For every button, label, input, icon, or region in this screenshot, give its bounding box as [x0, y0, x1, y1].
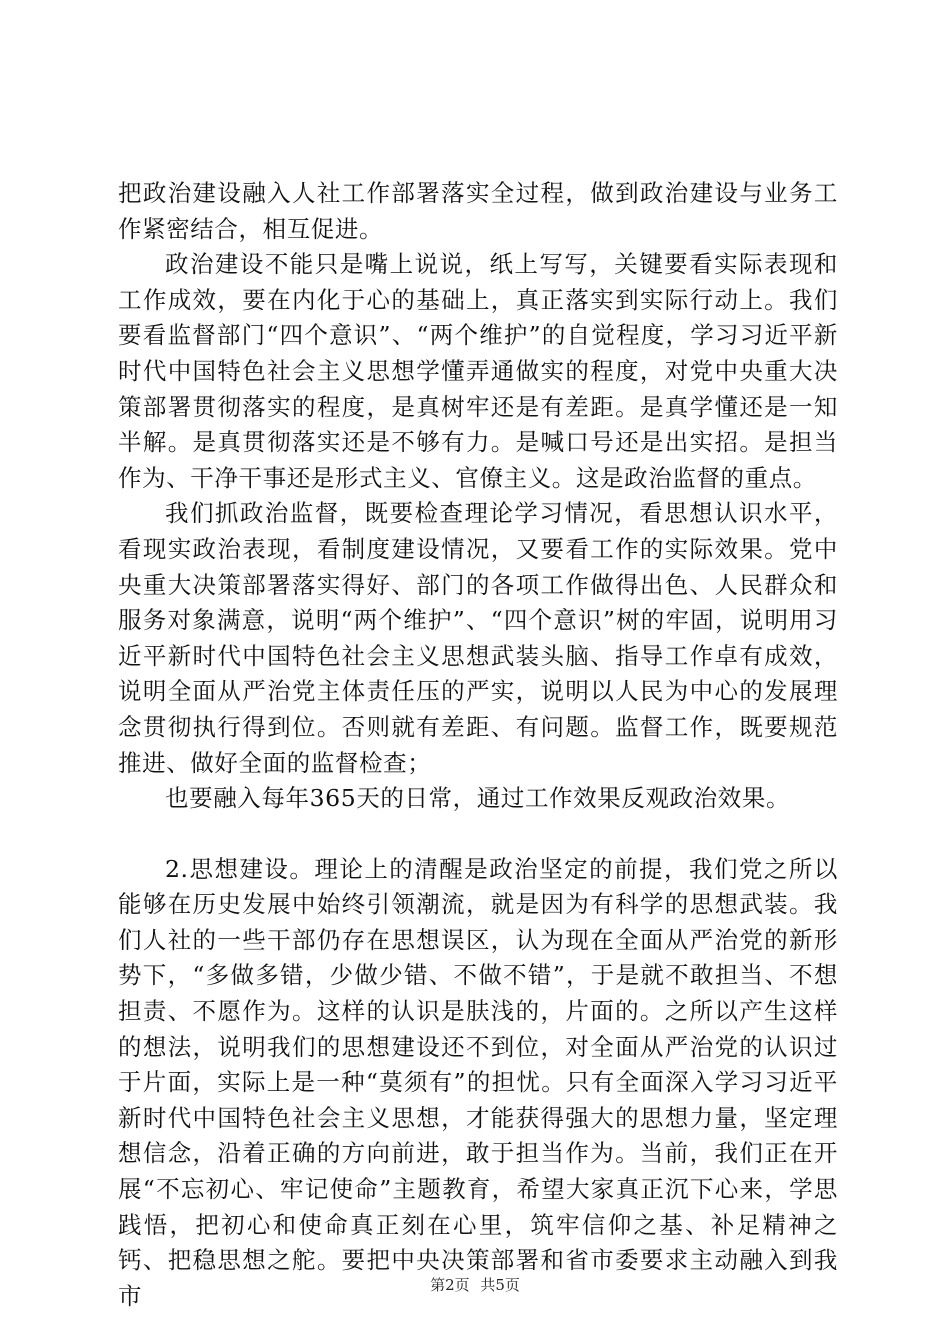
page-number-total: 共5页	[480, 1276, 520, 1294]
paragraph-political-building: 政治建设不能只是嘴上说说，纸上写写，关键要看实际表现和工作成效，要在内化于心的基础上，真正落实到实际行动上。我们要看监督部门“四个意识”、“两个维护”的自觉程度，学习习近平新时代中国特色社会主义思想学懂弄通做实的程度，对党中央重大决策部署贯彻落实的程度，是真树牢还是有差距。是真学懂还是一知半解。是真贯彻落实还是不够有力。是喊口号还是出实招。是担当作为、干净干事还是形式主义、官僚主义。这是政治监督的重点。	[118, 250, 838, 492]
page-footer	[0, 1275, 950, 1295]
paragraph-political-supervision: 我们抓政治监督，既要检查理论学习情况，看思想认识水平，看现实政治表现，看制度建设情况，又要看工作的实际效果。党中央重大决策部署落实得好、部门的各项工作做得出色、人民群众和服务对象满意，说明“两个维护”、“四个意识”树的牢固，说明用习近平新时代中国特色社会主义思想武装头脑、指导工作卓有成效，说明全面从严治党主体责任压的严实，说明以人民为中心的发展理念贯彻执行得到位。否则就有差距、有问题。监督工作，既要规范推进、做好全面的监督检查；	[118, 499, 838, 777]
paragraph-continuation: 把政治建设融入人社工作部署落实全过程，做到政治建设与业务工作紧密结合，相互促进。	[118, 179, 838, 243]
paragraph-daily-integration: 也要融入每年365天的日常，通过工作效果反观政治效果。	[165, 784, 791, 813]
paragraph-ideological-building: 2.思想建设。理论上的清醒是政治坚定的前提，我们党之所以能够在历史发展中始终引领潮流，就是因为有科学的思想武装。我们人社的一些干部仍存在思想误区，认为现在全面从严治党的新形势下，“多做多错，少做少错、不做不错”，于是就不敢担当、不想担责、不愿作为。这样的认识是肤浅的，片面的。之所以产生这样的想法，说明我们的思想建设还不到位，对全面从严治党的认识过于片面，实际上是一种“莫须有”的担忧。只有全面深入学习习近平新时代中国特色社会主义思想，才能获得强大的思想力量，坚定理想信念，沿着正确的方向前进，敢于担当作为。当前，我们正在开展“不忘初心、牢记使命”主题教育，希望大家真正沉下心来，学思践悟，把初心和使命真正刻在心里，筑牢信仰之基、补足精神之钙、把稳思想之舵。要把中央决策部署和省市委要求主动融入到我市	[118, 854, 838, 1310]
page-number-current: 第2页	[430, 1276, 470, 1294]
paragraph-gap	[118, 817, 838, 852]
document-body	[118, 176, 838, 1314]
